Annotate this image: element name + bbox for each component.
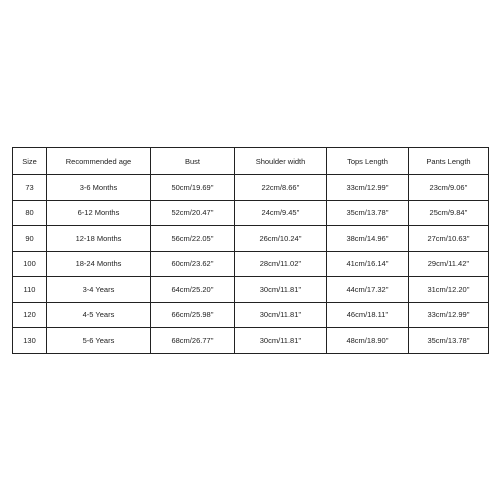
cell-age: 3-4 Years [47, 277, 151, 303]
header-size: Size [13, 148, 47, 175]
table-row [13, 226, 489, 252]
header-bust: Bust [151, 148, 235, 175]
cell-tops-length: 35cm/13.78'' [327, 200, 409, 226]
cell-age: 18-24 Months [47, 251, 151, 277]
table-header-row [13, 148, 489, 175]
table-row [13, 175, 489, 201]
cell-shoulder: 30cm/11.81'' [235, 277, 327, 303]
cell-size: 130 [13, 328, 47, 354]
table-row [13, 251, 489, 277]
cell-size: 120 [13, 302, 47, 328]
cell-age: 4-5 Years [47, 302, 151, 328]
table-row [13, 200, 489, 226]
cell-bust: 60cm/23.62'' [151, 251, 235, 277]
header-pants-length: Pants Length [409, 148, 489, 175]
header-recommended-age: Recommended age [47, 148, 151, 175]
cell-size: 73 [13, 175, 47, 201]
size-chart-table [12, 147, 489, 354]
cell-size: 110 [13, 277, 47, 303]
header-tops-length: Tops Length [327, 148, 409, 175]
cell-size: 100 [13, 251, 47, 277]
cell-tops-length: 38cm/14.96'' [327, 226, 409, 252]
cell-pants-length: 23cm/9.06'' [409, 175, 489, 201]
cell-size: 80 [13, 200, 47, 226]
cell-bust: 66cm/25.98'' [151, 302, 235, 328]
cell-pants-length: 25cm/9.84'' [409, 200, 489, 226]
cell-shoulder: 24cm/9.45'' [235, 200, 327, 226]
cell-shoulder: 28cm/11.02'' [235, 251, 327, 277]
cell-bust: 68cm/26.77'' [151, 328, 235, 354]
cell-pants-length: 33cm/12.99'' [409, 302, 489, 328]
cell-age: 6-12 Months [47, 200, 151, 226]
cell-pants-length: 31cm/12.20'' [409, 277, 489, 303]
cell-pants-length: 29cm/11.42'' [409, 251, 489, 277]
cell-pants-length: 35cm/13.78'' [409, 328, 489, 354]
cell-bust: 50cm/19.69'' [151, 175, 235, 201]
cell-shoulder: 22cm/8.66'' [235, 175, 327, 201]
cell-pants-length: 27cm/10.63'' [409, 226, 489, 252]
cell-age: 12-18 Months [47, 226, 151, 252]
cell-shoulder: 30cm/11.81'' [235, 328, 327, 354]
cell-age: 3-6 Months [47, 175, 151, 201]
header-shoulder-width: Shoulder width [235, 148, 327, 175]
cell-tops-length: 41cm/16.14'' [327, 251, 409, 277]
cell-shoulder: 30cm/11.81'' [235, 302, 327, 328]
table-row [13, 328, 489, 354]
cell-shoulder: 26cm/10.24'' [235, 226, 327, 252]
table-row [13, 277, 489, 303]
table-row [13, 302, 489, 328]
cell-age: 5-6 Years [47, 328, 151, 354]
cell-tops-length: 33cm/12.99'' [327, 175, 409, 201]
cell-tops-length: 46cm/18.11'' [327, 302, 409, 328]
cell-tops-length: 44cm/17.32'' [327, 277, 409, 303]
cell-bust: 64cm/25.20'' [151, 277, 235, 303]
cell-tops-length: 48cm/18.90'' [327, 328, 409, 354]
cell-bust: 52cm/20.47'' [151, 200, 235, 226]
cell-bust: 56cm/22.05'' [151, 226, 235, 252]
cell-size: 90 [13, 226, 47, 252]
